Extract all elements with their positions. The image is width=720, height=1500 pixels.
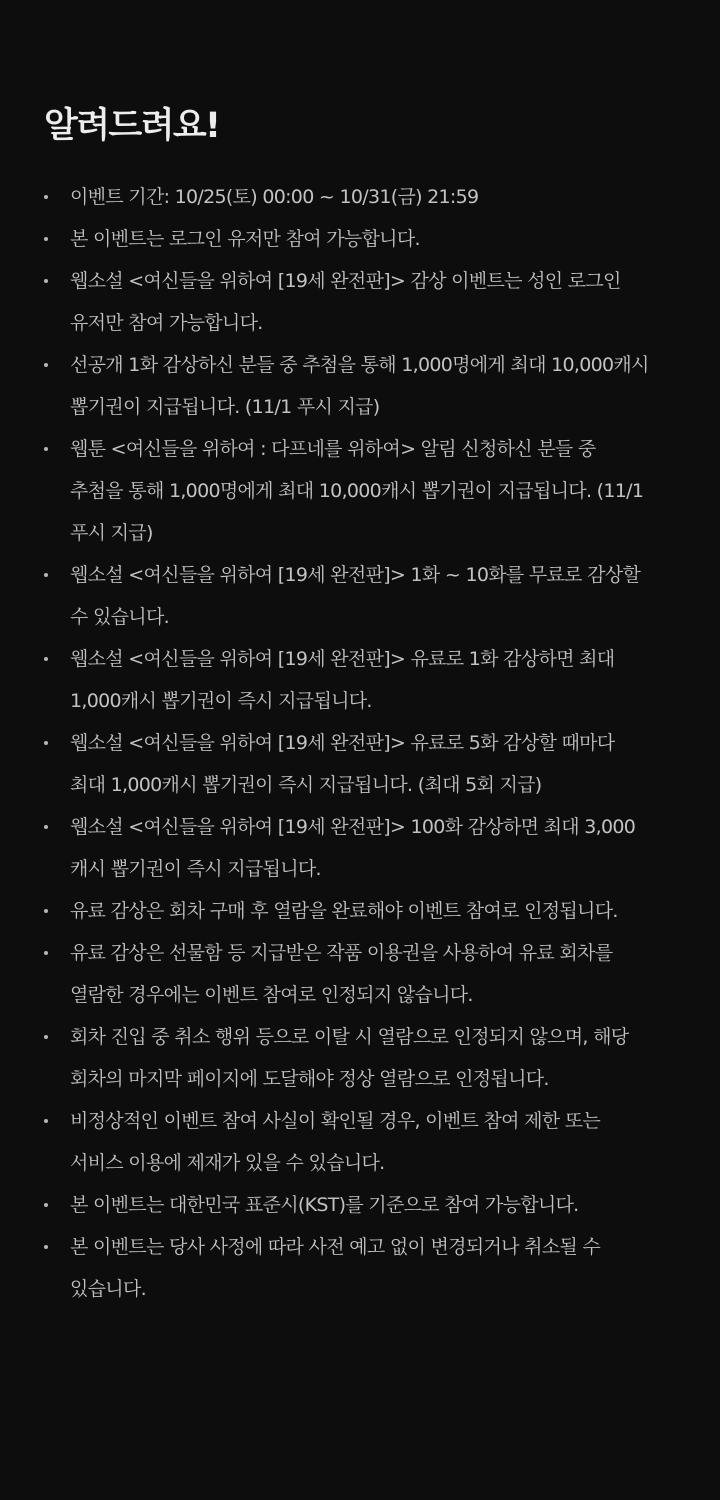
bullet-icon [44,1203,48,1207]
notice-item-line: 캐시 뽑기권이 즉시 지급됩니다. [70,858,321,880]
notice-item-line: 웹툰 <여신들을 위하여 : 다프네를 위하여> 알림 신청하신 분들 중 [70,438,596,460]
notice-item-line: 서비스 이용에 제재가 있을 수 있습니다. [70,1152,385,1174]
notice-item-line: 뽑기권이 지급됩니다. (11/1 푸시 지급) [70,396,380,418]
notice-item [44,890,688,932]
bullet-icon [44,1119,48,1123]
bullet-icon [44,909,48,913]
notice-item-line: 웹소설 <여신들을 위하여 [19세 완전판]> 1화 ~ 10화를 무료로 감상할 [70,564,641,586]
bullet-icon [44,363,48,367]
notice-list [44,176,688,1310]
notice-item [44,428,688,554]
notice-item-line: 비정상적인 이벤트 참여 사실이 확인될 경우, 이벤트 참여 제한 또는 [70,1110,601,1132]
bullet-icon [44,741,48,745]
bullet-icon [44,1035,48,1039]
notice-item-line: 본 이벤트는 대한민국 표준시(KST)를 기준으로 참여 가능합니다. [70,1194,579,1216]
notice-item-line: 최대 1,000캐시 뽑기권이 즉시 지급됩니다. (최대 5회 지급) [70,774,542,796]
notice-item-line: 유저만 참여 가능합니다. [70,312,263,334]
notice-item [44,806,688,890]
notice-item [44,218,688,260]
notice-item [44,554,688,638]
notice-item-line: 1,000캐시 뽑기권이 즉시 지급됩니다. [70,690,372,712]
notice-item [44,638,688,722]
notice-item [44,1016,688,1100]
notice-item [44,932,688,1016]
bullet-icon [44,237,48,241]
bullet-icon [44,951,48,955]
notice-item [44,1184,688,1226]
notice-item [44,722,688,806]
bullet-icon [44,825,48,829]
notice-item-line: 웹소설 <여신들을 위하여 [19세 완전판]> 감상 이벤트는 성인 로그인 [70,270,621,292]
bullet-icon [44,573,48,577]
notice-item [44,1100,688,1184]
notice-item-line: 본 이벤트는 로그인 유저만 참여 가능합니다. [70,228,420,250]
notice-item-line: 회차의 마지막 페이지에 도달해야 정상 열람으로 인정됩니다. [70,1068,549,1090]
bullet-icon [44,657,48,661]
notice-item-line: 푸시 지급) [70,522,153,544]
notice-item-line: 추첨을 통해 1,000명에게 최대 10,000캐시 뽑기권이 지급됩니다. (11/1 [70,480,644,502]
notice-item-line: 유료 감상은 선물함 등 지급받은 작품 이용권을 사용하여 유료 회차를 [70,942,613,964]
notice-item-line: 열람한 경우에는 이벤트 참여로 인정되지 않습니다. [70,984,473,1006]
notice-item [44,1226,688,1310]
notice-item [44,176,688,218]
bullet-icon [44,447,48,451]
notice-item-line: 웹소설 <여신들을 위하여 [19세 완전판]> 유료로 1화 감상하면 최대 [70,648,615,670]
notice-item-line: 웹소설 <여신들을 위하여 [19세 완전판]> 100화 감상하면 최대 3,000 [70,816,636,838]
notice-item-line: 회차 진입 중 취소 행위 등으로 이탈 시 열람으로 인정되지 않으며, 해당 [70,1026,629,1048]
notice-item-line: 수 있습니다. [70,606,169,628]
notice-item-line: 웹소설 <여신들을 위하여 [19세 완전판]> 유료로 5화 감상할 때마다 [70,732,615,754]
notice-item-line: 이벤트 기간: 10/25(토) 00:00 ~ 10/31(금) 21:59 [70,186,479,208]
bullet-icon [44,195,48,199]
notice-item [44,344,688,428]
bullet-icon [44,1245,48,1249]
notice-item [44,260,688,344]
notice-item-line: 선공개 1화 감상하신 분들 중 추첨을 통해 1,000명에게 최대 10,000캐시 [70,354,649,376]
notice-item-line: 있습니다. [70,1278,146,1300]
bullet-icon [44,279,48,283]
notice-title: 알려드려요! [44,106,220,146]
notice-item-line: 유료 감상은 회차 구매 후 열람을 완료해야 이벤트 참여로 인정됩니다. [70,900,618,922]
notice-item-line: 본 이벤트는 당사 사정에 따라 사전 예고 없이 변경되거나 취소될 수 [70,1236,601,1258]
